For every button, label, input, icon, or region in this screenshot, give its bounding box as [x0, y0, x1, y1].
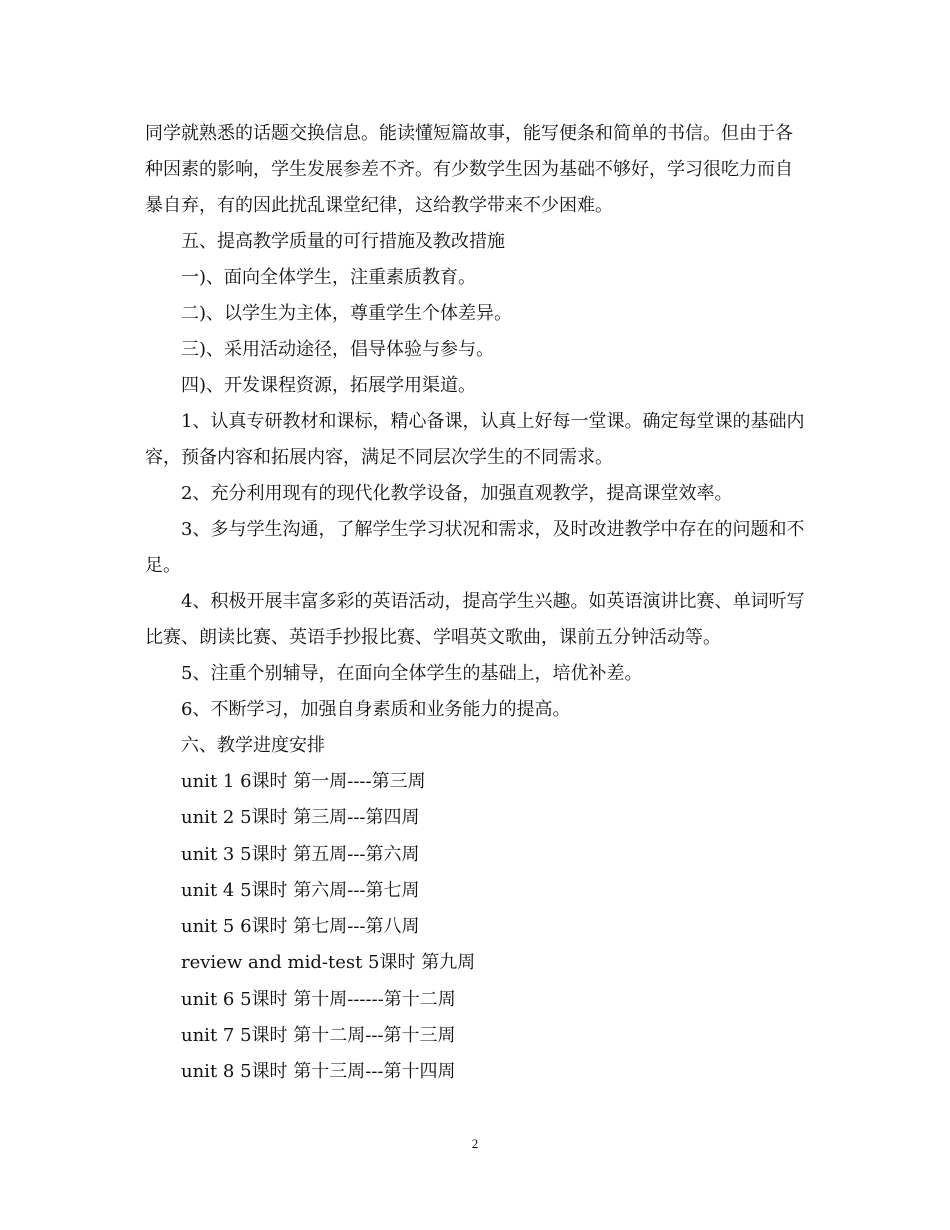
- paragraph: 同学就熟悉的话题交换信息。能读懂短篇故事，能写便条和简单的书信。但由于各种因素的影响，学生发展参差不齐。有少数学生因为基础不够好，学习很吃力而自暴自弃，有的因此扰乱课堂纪律，这给教学带来不少困难。: [145, 123, 793, 216]
- numbered-item-5: 5、注重个别辅导，在面向全体学生的基础上，培优补差。: [181, 663, 643, 684]
- schedule-line: review and mid-test 5课时 第九周: [181, 952, 476, 974]
- measure-item-two: 二)、以学生为主体，尊重学生个体差异。: [181, 303, 513, 324]
- schedule-line: unit 3 5课时 第五周---第六周: [181, 843, 420, 865]
- measure-item-one: 一)、面向全体学生，注重素质教育。: [181, 267, 477, 288]
- measure-item-three: 三)、采用活动途径，倡导体验与参与。: [181, 339, 495, 360]
- schedule-line: unit 8 5课时 第十三周---第十四周: [181, 1061, 456, 1083]
- numbered-item-6: 6、不断学习，加强自身素质和业务能力的提高。: [181, 699, 571, 720]
- section-heading-six: 六、教学进度安排: [181, 735, 325, 756]
- numbered-item-2: 2、充分利用现有的现代化教学设备，加强直观教学，提高课堂效率。: [181, 483, 733, 504]
- section-heading-five: 五、提高教学质量的可行措施及教改措施: [181, 231, 505, 252]
- schedule-line: unit 7 5课时 第十二周---第十三周: [181, 1025, 456, 1047]
- schedule-list: [145, 764, 810, 1091]
- page-body: [145, 116, 810, 1091]
- schedule-line: unit 4 5课时 第六周---第七周: [181, 879, 420, 901]
- numbered-item-1: 1、认真专研教材和课标，精心备课，认真上好每一堂课。确定每堂课的基础内容，预备内容和拓展内容，满足不同层次学生的不同需求。: [145, 411, 805, 468]
- schedule-line: unit 1 6课时 第一周----第三周: [181, 771, 426, 792]
- schedule-line: unit 2 5课时 第三周---第四周: [181, 807, 420, 829]
- schedule-line: unit 6 5课时 第十周------第十二周: [181, 988, 456, 1010]
- page-number: 2: [471, 1136, 479, 1151]
- numbered-item-3: 3、多与学生沟通，了解学生学习状况和需求，及时改进教学中存在的问题和不足。: [145, 519, 805, 576]
- schedule-line: unit 5 6课时 第七周---第八周: [181, 916, 420, 938]
- measure-item-four: 四)、开发课程资源，拓展学用渠道。: [181, 375, 477, 396]
- numbered-item-4: 4、积极开展丰富多彩的英语活动，提高学生兴趣。如英语演讲比赛、单词听写比赛、朗读比赛、英语手抄报比赛、学唱英文歌曲，课前五分钟活动等。: [145, 591, 805, 648]
